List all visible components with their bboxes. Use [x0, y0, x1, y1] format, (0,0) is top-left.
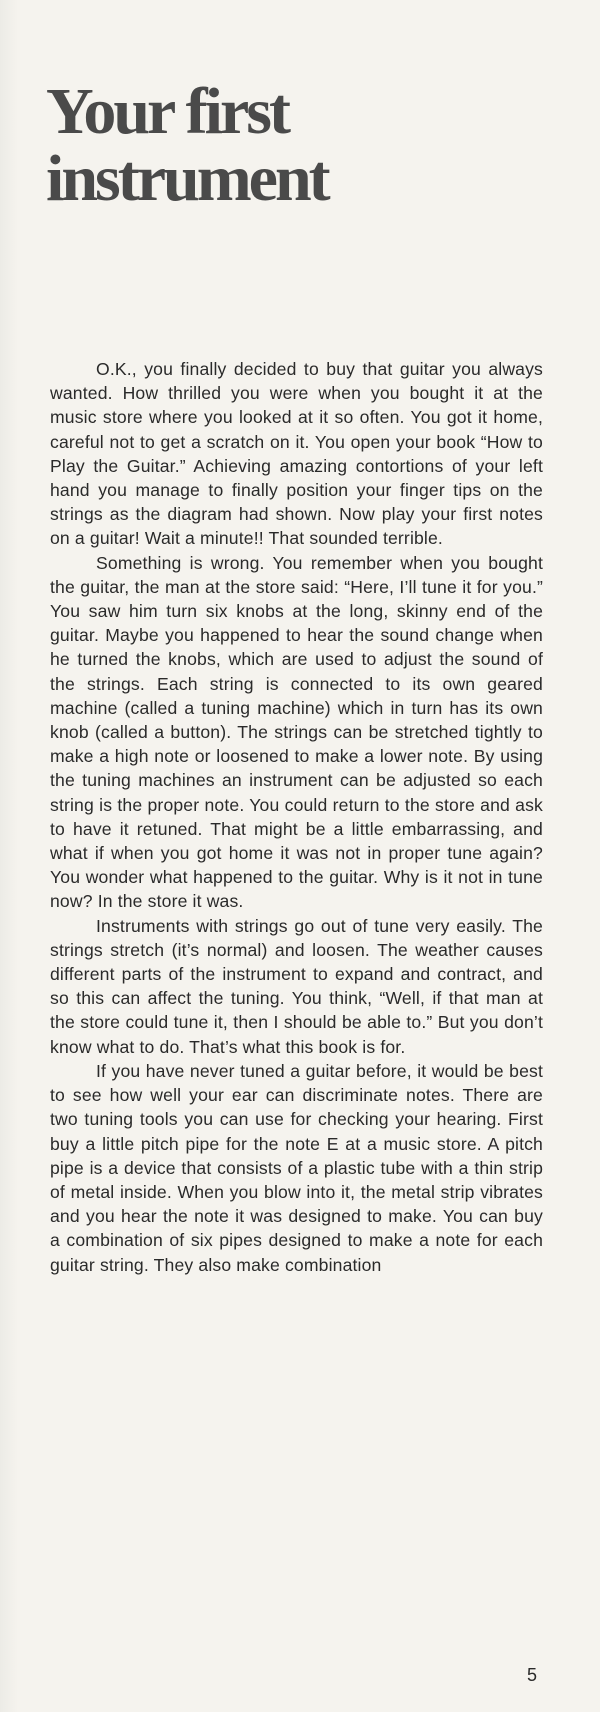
- paragraph: Something is wrong. You remember when you bought the guitar, the man at the store said: “Here, I’ll tune it for you.” You saw him turn six knobs at the long, skinny end of the guitar. Maybe you happened to hear the sound change when he turned the knobs, which are used to adjust the sound of the strings. Each string is connected to its own geared machine (called a tuning machine) which in turn has its own knob (called a button). The strings can be stretched tightly to make a high note or loosened to make a lower note. By using the tuning machines an instrument can be adjusted so each string is the proper note. You could return to the store and ask to have it retuned. That might be a little embarrassing, and what if when you got home it was not in proper tune again? You wonder what happened to the guitar. Why is it not in tune now? In the store it was.: [50, 552, 543, 912]
- chapter-title: [46, 75, 328, 215]
- paragraph: O.K., you finally decided to buy that guitar you always wanted. How thrilled you were when you bought it at the music store where you looked at it so often. You got it home, careful not to get a scratch on it. You open your book “How to Play the Guitar.” Achieving amazing contortions of your left hand you manage to finally position your finger tips on the strings as the diagram had shown. Now play your first notes on a guitar! Wait a minute!! That sounded terrible.: [50, 359, 543, 549]
- body-text: [50, 357, 543, 1277]
- page-number: 5: [527, 1665, 538, 1685]
- paragraph: Instruments with strings go out of tune very easily. The strings stretch (it’s normal) and loosen. The weather causes different parts of the instrument to expand and contract, and so this can affect the tuning. You think, “Well, if that man at the store could tune it, then I should be able to.” But you don’t know what to do. That’s what this book is for.: [50, 915, 543, 1057]
- chapter-title-line-1: Your first: [46, 75, 288, 148]
- paragraph: If you have never tuned a guitar before, it would be best to see how well your ear can discriminate notes. There are two tuning tools you can use for checking your hearing. First buy a little pitch pipe for the note E at a music store. A pitch pipe is a device that consists of a plastic tube with a thin strip of metal inside. When you blow into it, the metal strip vibrates and you hear the note it was designed to make. You can buy a combination of six pipes designed to make a note for each guitar string. They also make combination: [50, 1060, 543, 1275]
- chapter-title-line-2: instrument: [46, 142, 328, 215]
